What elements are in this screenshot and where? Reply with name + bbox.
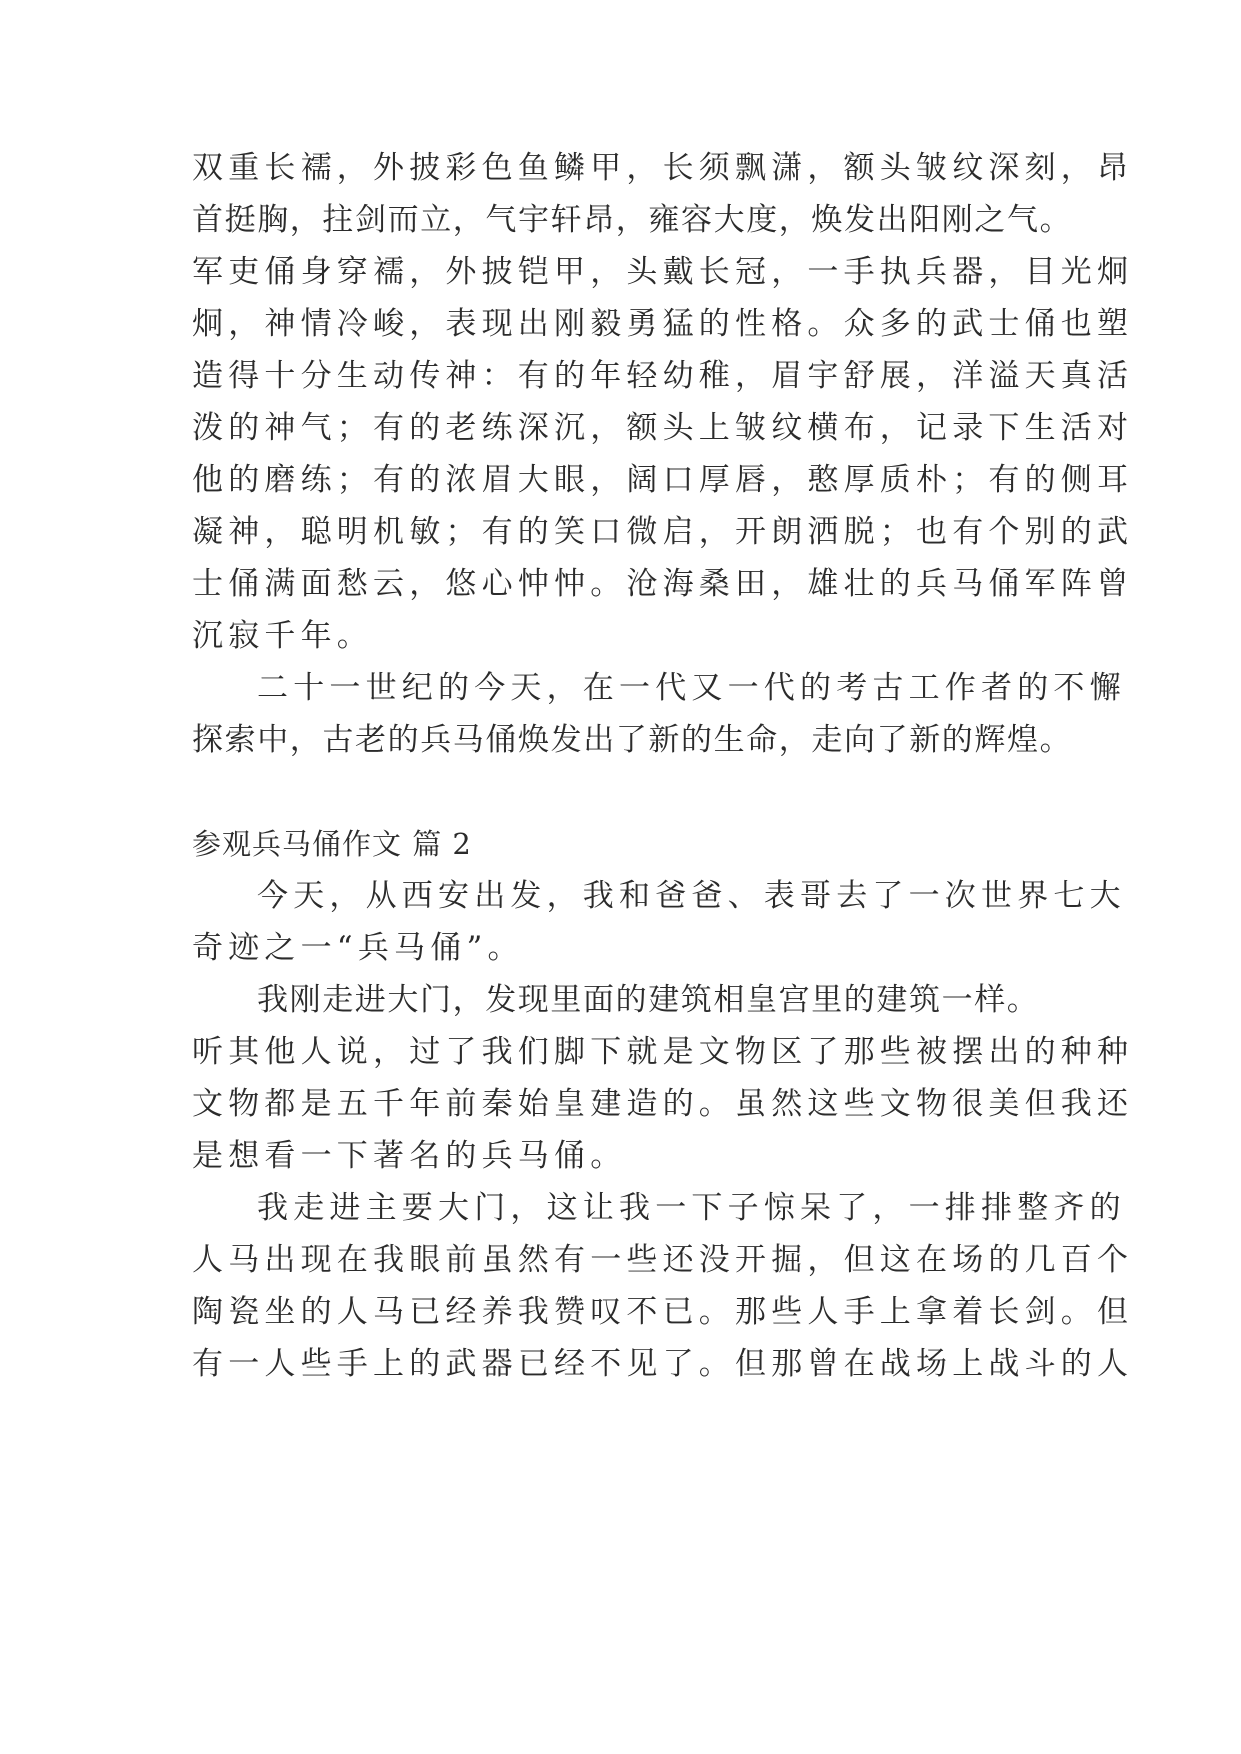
section-heading: 参观兵马俑作文 篇 2 bbox=[192, 827, 472, 861]
body-text-line: 士俑满面愁云，悠心忡忡。沧海桑田，雄壮的兵马俑军阵曾 bbox=[192, 566, 1134, 602]
paragraph-first-line: 今天，从西安出发，我和爸爸、表哥去了一次世界七大 bbox=[257, 878, 1126, 914]
body-text-line: 造得十分生动传神：有的年轻幼稚，眉宇舒展，洋溢天真活 bbox=[192, 358, 1134, 394]
body-text-line: 人马出现在我眼前虽然有一些还没开掘，但这在场的几百个 bbox=[192, 1242, 1134, 1278]
body-text-line: 探索中，古老的兵马俑焕发出了新的生命，走向了新的辉煌。 bbox=[192, 722, 1073, 758]
body-text-line: 有一人些手上的武器已经不见了。但那曾在战场上战斗的人 bbox=[192, 1346, 1134, 1382]
body-text-line: 文物都是五千年前秦始皇建造的。虽然这些文物很美但我还 bbox=[192, 1086, 1134, 1122]
body-text-line: 炯，神情冷峻，表现出刚毅勇猛的性格。众多的武士俑也塑 bbox=[192, 306, 1134, 342]
body-text-line: 泼的神气；有的老练深沉，额头上皱纹横布，记录下生活对 bbox=[192, 410, 1134, 446]
body-text-line: 是想看一下著名的兵马俑。 bbox=[192, 1138, 627, 1174]
body-text-line: 凝神，聪明机敏；有的笑口微启，开朗洒脱；也有个别的武 bbox=[192, 514, 1134, 550]
body-text-line: 沉寂千年。 bbox=[192, 618, 373, 654]
body-text-line: 双重长襦，外披彩色鱼鳞甲，长须飘潇，额头皱纹深刻，昂 bbox=[192, 150, 1134, 186]
body-text-line: 首挺胸，拄剑而立，气宇轩昂，雍容大度，焕发出阳刚之气。 bbox=[192, 202, 1073, 238]
paragraph-first-line: 我走进主要大门，这让我一下子惊呆了，一排排整齐的 bbox=[257, 1190, 1126, 1226]
paragraph-first-line: 二十一世纪的今天，在一代又一代的考古工作者的不懈 bbox=[257, 670, 1126, 706]
body-text-line: 他的磨练；有的浓眉大眼，阔口厚唇，憨厚质朴；有的侧耳 bbox=[192, 462, 1134, 498]
body-text-line: 听其他人说，过了我们脚下就是文物区了那些被摆出的种种 bbox=[192, 1034, 1134, 1070]
paragraph-first-line: 我刚走进大门，发现里面的建筑相皇宫里的建筑一样。 bbox=[257, 982, 1040, 1018]
body-text-line: 奇迹之一“兵马俑”。 bbox=[192, 930, 524, 966]
body-text-line: 陶瓷坐的人马已经养我赞叹不已。那些人手上拿着长剑。但 bbox=[192, 1294, 1134, 1330]
body-text-line: 军吏俑身穿襦，外披铠甲，头戴长冠，一手执兵器，目光炯 bbox=[192, 254, 1134, 290]
